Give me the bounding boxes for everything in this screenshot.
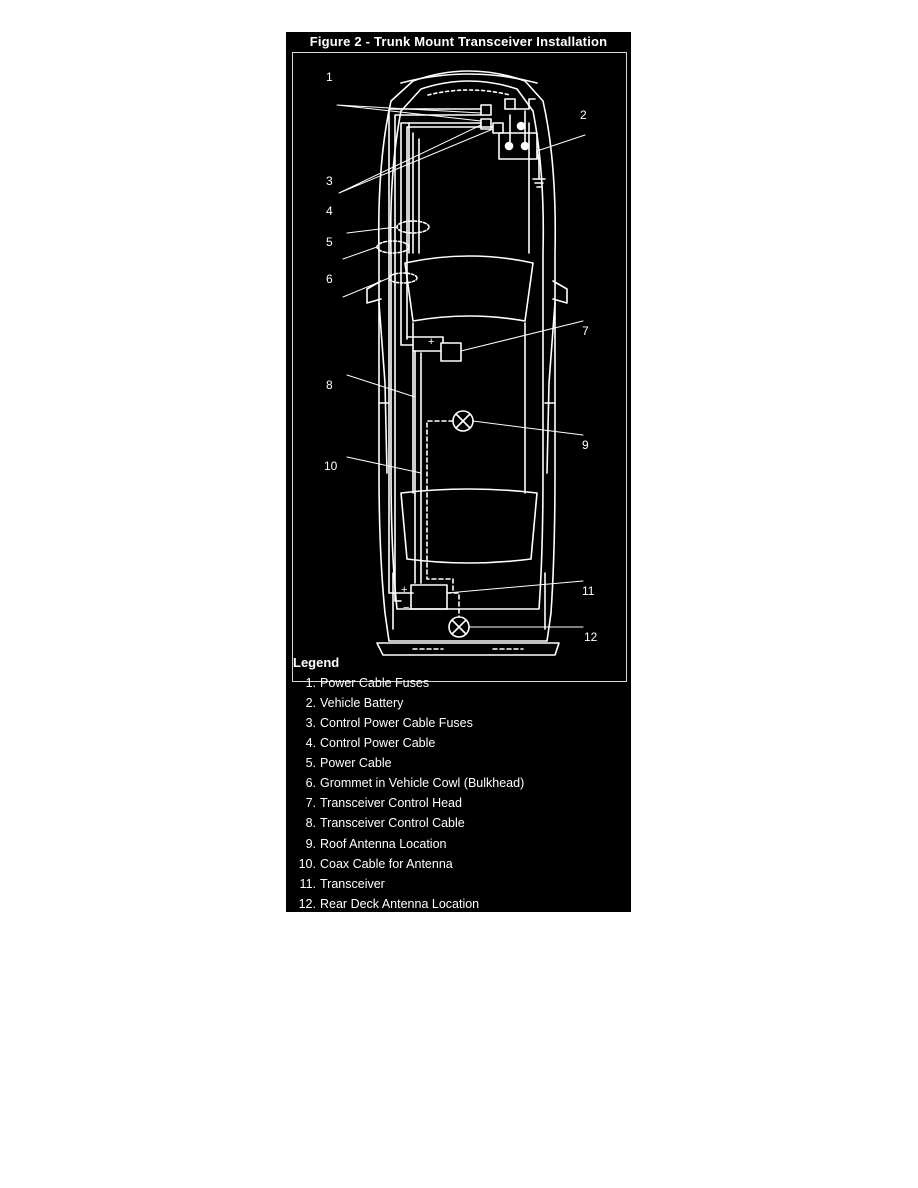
coax-cable-roof xyxy=(427,421,453,593)
diagram-frame xyxy=(292,52,627,682)
legend-item-number: 10. xyxy=(298,857,316,871)
callout-leader-1 xyxy=(337,105,481,121)
rear-bumper xyxy=(377,643,559,655)
legend-item-text: Roof Antenna Location xyxy=(320,837,447,851)
front-grille xyxy=(428,90,510,95)
legend-item-number: 11. xyxy=(299,877,316,891)
legend-item-number: 2. xyxy=(305,696,316,710)
callout-leader-8 xyxy=(347,375,415,397)
transceiver-control-head xyxy=(441,343,461,361)
legend-item-number: 7. xyxy=(305,796,316,810)
callout-number: 4 xyxy=(326,204,333,218)
bulkhead-grommet xyxy=(389,273,417,283)
roof-antenna-x xyxy=(456,414,470,428)
legend-item-text: Power Cable Fuses xyxy=(320,676,430,690)
figure-title: Figure 2 - Trunk Mount Transceiver Installation xyxy=(309,34,608,49)
power-fuse-box xyxy=(481,105,491,115)
callout-number: 8 xyxy=(326,378,333,392)
callout-leader-11 xyxy=(447,581,583,593)
callout-number: 12 xyxy=(584,630,598,644)
legend-item-text: Transceiver Control Head xyxy=(320,796,462,810)
battery-terminal xyxy=(522,143,529,150)
legend-item-number: 9. xyxy=(305,837,316,851)
control-fuse-box xyxy=(493,123,503,133)
callout-number: 7 xyxy=(582,324,589,338)
legend-item-text: Transceiver Control Cable xyxy=(320,816,465,830)
minus-terminal-label: − xyxy=(403,602,410,614)
rear-deck-antenna-x xyxy=(452,620,466,634)
callout-leader-3 xyxy=(339,125,493,193)
callout-leader-2 xyxy=(537,135,585,151)
transceiver-box xyxy=(411,585,447,609)
callout-leader-6 xyxy=(343,278,389,297)
legend-item-text: Power Cable xyxy=(320,756,392,770)
legend-item-number: 3. xyxy=(305,716,316,730)
plus-terminal-label: + xyxy=(428,336,435,348)
ground-symbol xyxy=(533,179,545,187)
callout-number: 1 xyxy=(326,70,333,84)
callout-leader-7 xyxy=(461,321,583,351)
legend-item-text: Control Power Cable xyxy=(320,736,436,750)
legend-item-text: Transceiver xyxy=(320,877,385,891)
battery-ground-wire xyxy=(537,151,539,179)
callout-number: 11 xyxy=(582,584,595,598)
windshield xyxy=(405,256,533,321)
callout-leader-5 xyxy=(343,247,377,259)
callout-number: 5 xyxy=(326,235,333,249)
legend-item-text: Rear Deck Antenna Location xyxy=(320,897,480,911)
callout-number: 10 xyxy=(324,459,338,473)
callout-leader-9 xyxy=(473,421,583,435)
legend-item-number: 12. xyxy=(298,897,316,911)
callout-number: 9 xyxy=(582,438,589,452)
control-power-cable-4 xyxy=(413,133,419,253)
roof-outline xyxy=(413,323,525,493)
plus-terminal-label: + xyxy=(401,584,408,596)
legend-item-text: Vehicle Battery xyxy=(320,696,404,710)
car-wiring-diagram xyxy=(293,53,626,681)
legend-item-number: 1. xyxy=(305,676,316,690)
legend-item-number: 6. xyxy=(305,776,316,790)
battery-leads xyxy=(510,99,535,142)
legend-item-text: Grommet in Vehicle Cowl (Bulkhead) xyxy=(320,776,525,790)
legend-item-number: 5. xyxy=(305,756,316,770)
control-power-cable xyxy=(395,115,481,601)
callout-leader-10 xyxy=(347,457,421,473)
callout-number: 2 xyxy=(580,108,587,122)
callout-number: 6 xyxy=(326,272,333,286)
coax-cable-rear xyxy=(447,593,459,617)
power-cable-marker xyxy=(377,241,409,253)
battery-terminal xyxy=(506,143,513,150)
legend-item-text: Coax Cable for Antenna xyxy=(320,857,453,871)
legend-title: Legend xyxy=(293,655,340,670)
figure-panel xyxy=(286,32,631,912)
battery-terminal xyxy=(518,123,525,130)
legend-item-number: 8. xyxy=(305,816,316,830)
legend-item-text: Control Power Cable Fuses xyxy=(320,716,473,730)
callout-number: 3 xyxy=(326,174,333,188)
legend-item-number: 4. xyxy=(305,736,316,750)
power-fuse-box xyxy=(505,99,515,109)
